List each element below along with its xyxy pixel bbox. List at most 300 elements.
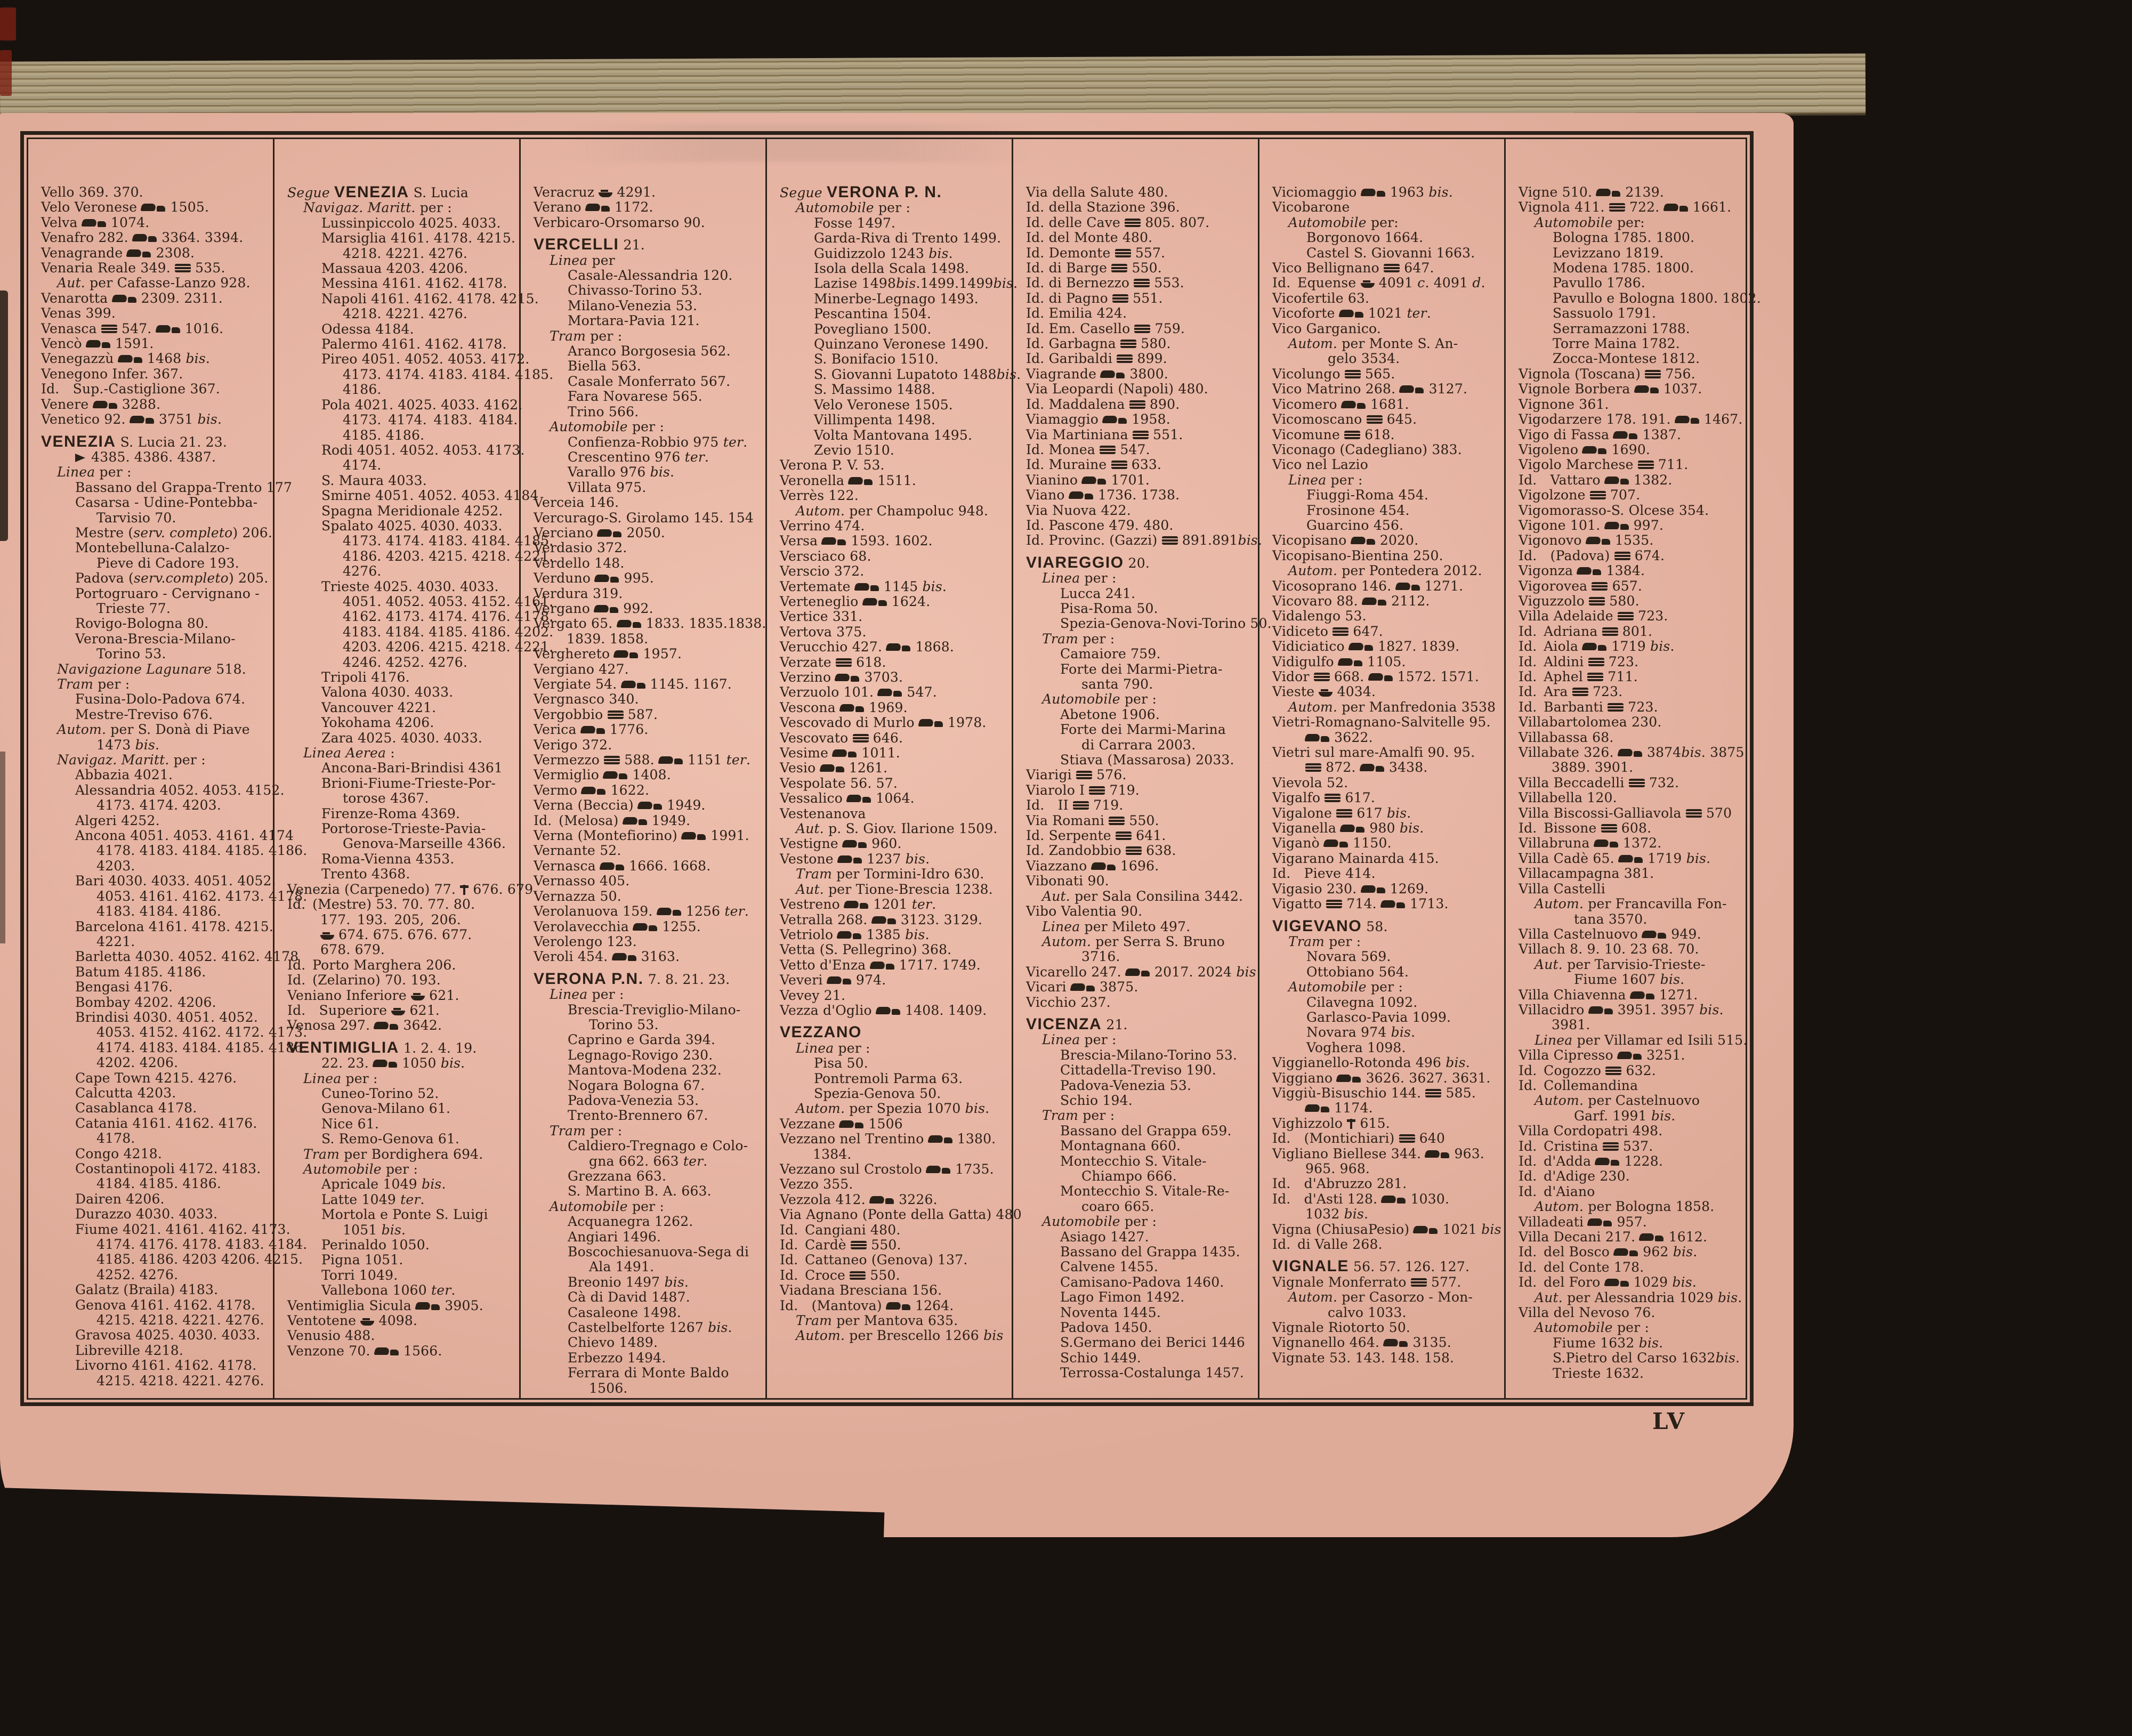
directory-line: 3981. — [1552, 1017, 1590, 1033]
directory-line: Segue VERONA P. N. — [780, 183, 942, 201]
directory-line: 4174. 4176. 4178. 4183. 4184. — [96, 1237, 308, 1253]
automobile-icon — [1642, 929, 1667, 940]
automobile-icon — [1618, 1050, 1642, 1061]
directory-line: Navigazione Lagunare 518. — [57, 661, 246, 677]
ship-icon — [320, 932, 334, 940]
directory-line: Vigolzone 707. — [1519, 487, 1641, 503]
directory-line: Bassano del Grappa 1435. — [1060, 1244, 1240, 1260]
directory-line: Tram per Tormini-Idro 630. — [796, 866, 984, 882]
directory-line: 4173. 4174. 4183. 4184. — [343, 412, 518, 428]
directory-line: Casale Monferrato 567. — [568, 373, 731, 389]
directory-line: Autom. per Manfredonia 3538 — [1288, 699, 1496, 715]
directory-line: 4183. 4184. 4186. — [96, 903, 222, 919]
automobile-icon — [1361, 884, 1386, 894]
directory-line: Via Romani 550. — [1026, 812, 1159, 828]
directory-line: Asiago 1427. — [1060, 1229, 1149, 1245]
directory-line: Gravosa 4025. 4030. 4033. — [75, 1327, 261, 1343]
railway-car-icon — [1589, 597, 1605, 605]
directory-line: Veniano Inferiore 621. — [287, 987, 459, 1003]
directory-line: Id. di Valle 268. — [1272, 1237, 1383, 1253]
directory-line: gna 662. 663 ter. — [589, 1153, 708, 1169]
railway-car-icon — [853, 734, 869, 742]
directory-line: Nogara Bologna 67. — [568, 1077, 705, 1093]
automobile-icon — [1586, 535, 1611, 546]
directory-line: Autom. per Casorzo - Mon- — [1288, 1289, 1473, 1305]
directory-line: Id. Cangiani 480. — [780, 1222, 901, 1238]
directory-line: Vidor 668. 1572. 1571. — [1272, 669, 1479, 684]
directory-line: Massaua 4203. 4206. — [321, 261, 468, 277]
directory-line: Cape Town 4215. 4276. — [75, 1070, 237, 1086]
directory-line: Montecchio S. Vitale- — [1060, 1153, 1207, 1169]
railway-car-icon — [1162, 536, 1178, 545]
automobile-icon — [1069, 490, 1094, 500]
directory-line: Id. Garbagna 580. — [1026, 336, 1171, 352]
directory-line: Verteneglio 1624. — [780, 593, 931, 609]
automobile-icon — [1595, 1156, 1620, 1167]
directory-line: Vico Matrino 268. 3127. — [1272, 381, 1468, 397]
railway-car-icon — [1314, 673, 1330, 681]
directory-line: Pieve di Cadore 193. — [96, 555, 239, 571]
directory-line: Vancouver 4221. — [321, 699, 437, 715]
directory-line: Brindisi 4030. 4051. 4052. — [75, 1009, 258, 1025]
directory-line: Verigo 372. — [534, 737, 612, 753]
railway-car-icon — [1614, 552, 1630, 560]
directory-column-5 — [1013, 139, 1272, 1398]
directory-line: Villa Cadè 65. 1719 bis. — [1519, 850, 1711, 866]
directory-line: VENEZIA S. Lucia 21. 23. — [41, 432, 228, 450]
directory-line: Villata 975. — [568, 479, 647, 495]
automobile-icon — [1382, 1194, 1406, 1205]
directory-line: Id. Porto Marghera 206. — [287, 957, 456, 973]
directory-line: Versciaco 68. — [780, 548, 871, 564]
automobile-icon — [118, 353, 143, 364]
directory-line: 3622. — [1272, 730, 1502, 745]
automobile-icon — [1630, 990, 1655, 1000]
directory-columns — [28, 139, 1761, 1398]
directory-line: Id. del Foro 1029 bis. — [1519, 1274, 1697, 1290]
directory-line: Verdasio 372. — [534, 540, 627, 556]
directory-line: Villa Adelaide 723. — [1519, 608, 1668, 624]
directory-line: Zevio 1510. — [814, 442, 895, 458]
directory-line: Vicosoprano 146. 1271. — [1272, 578, 1464, 594]
automobile-icon — [603, 770, 628, 780]
directory-line: Viconago (Cadegliano) 383. — [1272, 441, 1462, 457]
directory-line: Zara 4025. 4030. 4033. — [321, 730, 483, 746]
directory-line: Id. Pieve 414. — [1272, 866, 1376, 882]
railway-car-icon — [101, 325, 117, 333]
automobile-icon — [1351, 535, 1376, 546]
directory-line: Vico Garganico. — [1272, 320, 1382, 336]
directory-line: Mortola e Ponte S. Luigi — [321, 1207, 488, 1223]
ship-icon — [599, 189, 612, 197]
automobile-icon — [582, 785, 606, 796]
directory-line: Id. d'Aiano — [1519, 1183, 1595, 1199]
directory-line: Autom. per Bologna 1858. — [1535, 1199, 1715, 1215]
directory-line: Vestone 1237 bis. — [780, 851, 930, 867]
directory-line: Smirne 4051. 4052. 4053. 4184 — [321, 488, 539, 504]
directory-line: Vidiceto 647. — [1272, 623, 1383, 639]
directory-line: S. Martino B. A. 663. — [568, 1183, 712, 1199]
directory-line: 4221. — [96, 933, 135, 949]
automobile-icon — [1594, 838, 1619, 849]
directory-line: Roma-Vienna 4353. — [321, 851, 455, 867]
directory-line: Camaiore 759. — [1060, 646, 1161, 662]
directory-line: Villabate 326. 3874bis. 3875. — [1519, 745, 1749, 761]
directory-line: Fiuggi-Roma 454. — [1306, 487, 1429, 503]
directory-line: Venusio 488. — [287, 1328, 375, 1344]
directory-line: calvo 1033. — [1328, 1304, 1407, 1320]
automobile-icon — [612, 951, 637, 962]
automobile-icon — [657, 906, 682, 917]
directory-line: tana 3570. — [1574, 911, 1648, 927]
directory-line: Autom. per Pontedera 2012. — [1288, 563, 1482, 579]
directory-line: Rovigo-Bologna 80. — [75, 616, 209, 632]
directory-line: Viarigi 576. — [1026, 767, 1127, 783]
automobile-icon — [872, 915, 897, 925]
directory-column-3 — [521, 139, 767, 1398]
directory-line: Tripoli 4176. — [321, 669, 410, 685]
directory-line: Id. Aldini 723. — [1519, 653, 1639, 669]
directory-line: Lucca 241. — [1060, 585, 1136, 601]
directory-line: Trento 4368. — [321, 866, 410, 882]
directory-line: Venezia (Carpenedo) 77. 676. 679. — [287, 881, 538, 897]
directory-line: Navigaz. Maritt. per : — [57, 752, 206, 768]
directory-line: Id. Emilia 424. — [1026, 305, 1127, 321]
directory-line: Vernasso 405. — [534, 873, 630, 889]
directory-line: Id. (Melosa) 1949. — [534, 812, 691, 828]
directory-line: Garlasco-Pavia 1099. — [1306, 1009, 1451, 1025]
directory-line: Vertemate 1145 bis. — [780, 578, 947, 594]
directory-line: Id. Barbanti 723. — [1519, 699, 1658, 715]
automobile-icon — [682, 830, 706, 841]
automobile-icon — [839, 1119, 864, 1129]
directory-line: Bologna 1785. 1800. — [1553, 230, 1695, 246]
directory-line: Vigoleno 1690. — [1519, 441, 1651, 457]
directory-line: Tram per : — [57, 676, 130, 692]
directory-line: 4252. 4276. — [96, 1266, 179, 1282]
directory-line: Id. Cogozzo 632. — [1519, 1062, 1656, 1078]
directory-line: Verceia 146. — [534, 495, 619, 511]
automobile-icon — [840, 703, 865, 713]
directory-line: Verucchio 427. 1868. — [780, 639, 955, 655]
directory-line: Fiume 1632 bis. — [1553, 1335, 1663, 1351]
directory-line: Vescovato 646. — [780, 730, 903, 746]
directory-line: Marsiglia 4161. 4178. 4215. — [321, 230, 516, 246]
directory-line: Id. II 719. — [1026, 797, 1124, 813]
railway-car-icon — [1603, 1142, 1619, 1151]
railway-car-icon — [1645, 370, 1661, 378]
directory-line: Id. Cardè 550. — [780, 1237, 901, 1253]
directory-line: Automobile per: — [1288, 214, 1399, 230]
directory-line: Venarotta 2309. 2311. — [41, 290, 223, 306]
directory-line: Vicobarone — [1272, 199, 1350, 215]
directory-line: Viarolo I 719. — [1026, 782, 1140, 798]
locality-header: VEZZANO — [780, 1023, 862, 1041]
ship-icon — [391, 1007, 405, 1015]
automobile-icon — [1339, 308, 1364, 319]
directory-line: Chiampo 666. — [1081, 1168, 1177, 1184]
railway-car-icon — [1609, 203, 1625, 212]
directory-line: Montebelluna-Calalzo- — [75, 540, 230, 556]
directory-line: Forte dei Marmi-Marina — [1060, 722, 1226, 738]
directory-line: Varallo 976 bis. — [568, 464, 675, 480]
directory-line: Pontremoli Parma 63. — [814, 1070, 963, 1086]
directory-line: Vercurago-S. Girolamo 145. 154 — [534, 510, 754, 526]
directory-line: Velva 1074. — [41, 214, 150, 230]
directory-line: Vestenanova — [780, 805, 866, 821]
directory-line: Lussinpiccolo 4025. 4033. — [321, 215, 501, 231]
directory-line: Fara Novarese 565. — [568, 389, 702, 405]
directory-line: Venegono Infer. 367. — [41, 366, 183, 382]
directory-line: Tram per : — [1042, 1108, 1115, 1124]
locality-header: VERCELLI — [534, 236, 619, 254]
directory-line: Pescantina 1504. — [814, 306, 932, 322]
directory-line: Linea per : — [796, 1040, 870, 1056]
automobile-icon — [617, 618, 642, 629]
directory-line: Cuneo-Torino 52. — [321, 1085, 439, 1101]
directory-line: Castel S. Giovanni 1663. — [1306, 245, 1475, 261]
directory-line: Calvene 1455. — [1060, 1259, 1158, 1275]
directory-line: Tram per Mantova 635. — [796, 1313, 958, 1329]
directory-line: Spezia-Genova 50. — [814, 1085, 941, 1101]
directory-line: Abetone 1906. — [1060, 706, 1160, 722]
directory-line: Aut. per Cafasse-Lanzo 928. — [57, 275, 251, 291]
directory-line: Frosinone 454. — [1306, 502, 1410, 518]
directory-line: Vetralla 268. 3123. 3129. — [780, 911, 983, 927]
directory-line: Vicomoscano 645. — [1272, 411, 1417, 427]
railway-car-icon — [1125, 219, 1141, 227]
directory-line: Brescia-Milano-Torino 53. — [1060, 1047, 1238, 1063]
directory-line: Tram per : — [1042, 631, 1115, 647]
directory-line: 674. 675. 676. 677. — [287, 927, 517, 942]
directory-line: VIGNALE 56. 57. 126. 127. — [1272, 1257, 1470, 1275]
directory-line: Linea per : — [550, 987, 624, 1003]
directory-line: Verzate 618. — [780, 654, 886, 670]
directory-line: Id. Vattaro 1382. — [1519, 472, 1673, 488]
directory-line: Venzone 70. 1566. — [287, 1343, 442, 1359]
railway-car-icon — [1336, 809, 1352, 818]
directory-line: Id. di Bernezzo 553. — [1026, 275, 1184, 291]
directory-line: Villa Cordopatri 498. — [1519, 1123, 1663, 1139]
railway-car-icon — [1411, 1278, 1427, 1287]
directory-line: Villacampagna 381. — [1519, 866, 1654, 882]
directory-line: Navigaz. Maritt. per : — [303, 200, 452, 216]
directory-line: Brescia-Treviglio-Milano- — [568, 1002, 741, 1018]
directory-line: Villadeati 957. — [1519, 1214, 1648, 1230]
directory-line: Id. Adriana 801. — [1519, 623, 1653, 639]
directory-line: Vezzano nel Trentino 1380. — [780, 1131, 996, 1147]
directory-line: Villabella 120. — [1519, 790, 1617, 806]
railway-car-icon — [1305, 763, 1321, 772]
automobile-icon — [926, 1164, 951, 1175]
railway-car-icon — [1111, 264, 1127, 272]
automobile-icon — [373, 1058, 398, 1069]
directory-line: Povegliano 1500. — [814, 321, 932, 337]
directory-line: 4053. 4161. 4162. 4173. 4178. — [96, 888, 308, 904]
automobile-icon — [1101, 369, 1125, 380]
directory-line: Vievola 52. — [1272, 774, 1348, 790]
automobile-icon — [1338, 657, 1363, 667]
directory-line: S. Remo-Genova 61. — [321, 1131, 460, 1147]
directory-line: Verolavecchia 1255. — [534, 918, 701, 934]
directory-line: Verona-Brescia-Milano- — [75, 631, 236, 647]
automobile-icon — [141, 202, 166, 213]
directory-line: Venere 3288. — [41, 396, 161, 412]
directory-line: Mestre (serv. completo) 206. — [75, 524, 272, 540]
semaphore-icon — [1347, 1119, 1355, 1129]
automobile-icon — [1614, 1247, 1638, 1257]
directory-line: Ventimiglia Sicula 3905. — [287, 1297, 483, 1313]
directory-line: Napoli 4161. 4162. 4178. 4215. — [321, 290, 539, 306]
directory-line: Vignola 411. 722. 1661. — [1519, 199, 1732, 215]
directory-column-2 — [274, 139, 554, 1398]
directory-line: Casarsa - Udine-Pontebba- — [75, 495, 258, 511]
directory-line: Calcutta 4203. — [75, 1085, 176, 1101]
directory-line: Grezzana 663. — [568, 1168, 667, 1184]
directory-line: Genova 4161. 4162. 4178. — [75, 1297, 256, 1313]
directory-line: Versa 1593. 1602. — [780, 533, 933, 549]
directory-line: Montecchio S. Vitale-Re- — [1060, 1183, 1230, 1199]
directory-line: Id. Pascone 479. 480. — [1026, 517, 1174, 533]
directory-line: 965. 968. — [1305, 1161, 1370, 1176]
automobile-icon — [638, 800, 663, 811]
railway-car-icon — [1326, 900, 1342, 908]
directory-line: 177. 193. 205, 206. — [320, 911, 461, 927]
directory-line: Angiari 1496. — [568, 1229, 661, 1245]
automobile-icon — [1582, 445, 1607, 455]
directory-line: Mortara-Pavia 121. — [568, 313, 700, 329]
directory-line: Portorose-Trieste-Pavia- — [321, 821, 486, 837]
directory-line: Id. Maddalena 890. — [1026, 396, 1180, 412]
directory-line: 1032 bis. — [1305, 1206, 1369, 1222]
directory-line: Id. delle Cave 805. 807. — [1026, 214, 1210, 230]
directory-line: Id. del Conte 178. — [1519, 1259, 1644, 1275]
directory-line: coaro 665. — [1081, 1198, 1154, 1214]
directory-line: Algeri 4252. — [75, 812, 160, 828]
directory-line: Vesime 1011. — [780, 745, 900, 761]
directory-line: Verciano 2050. — [534, 524, 666, 540]
directory-line: Garf. 1991 bis. — [1574, 1108, 1676, 1124]
directory-line: Id. Serpente 641. — [1026, 828, 1166, 844]
directory-line: Barcelona 4161. 4178. 4215. — [75, 918, 274, 934]
directory-line: Stiava (Massarosa) 2033. — [1060, 752, 1234, 768]
directory-line: Vicopisano-Bientina 250. — [1272, 547, 1443, 563]
directory-line: S. Bonifacio 1510. — [814, 351, 939, 367]
directory-line: Vetto d'Enza 1717. 1749. — [780, 957, 981, 973]
directory-line: Villa del Nevoso 76. — [1519, 1305, 1655, 1321]
directory-line: Id. Croce 550. — [780, 1267, 900, 1283]
directory-line: Vertova 375. — [780, 624, 867, 640]
automobile-icon — [1324, 838, 1348, 849]
directory-line: Id. del Monte 480. — [1026, 230, 1153, 246]
automobile-icon — [614, 649, 639, 659]
directory-line: 3889. 3901. — [1552, 760, 1634, 776]
directory-line: Verghereto 1957. — [534, 646, 682, 662]
directory-line: Vigalone 617 bis. — [1272, 805, 1411, 821]
automobile-icon — [1381, 899, 1406, 909]
directory-line: Padova-Venezia 53. — [1060, 1077, 1192, 1093]
directory-line: Vescona 1969. — [780, 699, 908, 715]
directory-line: Linea per : — [1042, 570, 1117, 586]
directory-line: 4385. 4386. 4387. — [41, 450, 271, 465]
automobile-icon — [112, 293, 137, 304]
directory-line: Odessa 4184. — [321, 321, 414, 337]
railway-car-icon — [1608, 703, 1624, 712]
directory-line: Veronella 1511. — [780, 472, 917, 488]
directory-line: Galatz (Braila) 4183. — [75, 1282, 219, 1298]
directory-line: Veveri 974. — [780, 972, 886, 988]
directory-line: Vigasio 230. 1269. — [1272, 881, 1429, 897]
directory-line: Bombay 4202. 4206. — [75, 994, 216, 1010]
directory-line: Via Agnano (Ponte della Gatta) 480 — [780, 1207, 1022, 1223]
automobile-icon — [833, 748, 857, 758]
directory-line: Vigodarzere 178. 191. 1467. — [1519, 411, 1743, 427]
directory-line: Latte 1049 ter. — [321, 1191, 425, 1207]
directory-line: Modena 1785. 1800. — [1553, 260, 1694, 276]
railway-car-icon — [850, 1271, 866, 1280]
directory-line: Id. Demonte 557. — [1026, 245, 1166, 261]
directory-line: Forte dei Marmi-Pietra- — [1060, 661, 1223, 677]
railway-car-icon — [1133, 431, 1149, 439]
automobile-icon — [928, 1134, 953, 1144]
automobile-icon — [93, 399, 118, 410]
locality-header: VIGNALE — [1272, 1257, 1349, 1275]
directory-line: Via Martiniana 551. — [1026, 426, 1183, 442]
directory-line: VIAREGGIO 20. — [1026, 553, 1150, 571]
directory-line: Vestreno 1201 ter. — [780, 897, 936, 913]
automobile-icon — [416, 1301, 440, 1311]
directory-line: 4185. 4186. 4203 4206. 4215. — [96, 1251, 303, 1267]
railway-car-icon — [608, 710, 624, 719]
directory-line: Breonio 1497 bis. — [568, 1274, 689, 1290]
directory-line: Linea per : — [1042, 1032, 1117, 1048]
directory-line: Sassuolo 1791. — [1553, 305, 1657, 321]
railway-car-icon — [1367, 415, 1383, 424]
directory-line: 4178. — [96, 1131, 135, 1146]
ship-icon — [360, 1318, 374, 1326]
directory-line: 3716. — [1081, 949, 1120, 965]
directory-line: Villa Castelnuovo 949. — [1519, 926, 1701, 942]
automobile-icon — [843, 838, 867, 849]
directory-line: Id. di Barge 550. — [1026, 260, 1162, 276]
directory-line: Vespolate 56. 57. — [780, 775, 898, 791]
directory-line: Guarcino 456. — [1306, 517, 1404, 533]
directory-line: Lazise 1498bis.1499.1499bis. — [814, 276, 1018, 292]
directory-line: Bassano del Grappa 659. — [1060, 1123, 1232, 1139]
automobile-icon — [855, 582, 879, 592]
directory-line: Vignone 361. — [1519, 396, 1609, 412]
directory-line: Aranco Borgosesia 562. — [568, 343, 731, 359]
railway-car-icon — [1117, 354, 1133, 363]
directory-line: Viciomaggio 1963 bis. — [1272, 184, 1453, 200]
railway-car-icon — [1605, 1067, 1621, 1075]
directory-line: 4202. 4206. — [96, 1055, 179, 1071]
directory-line: 4173. 4174. 4183. 4184. 4185. — [343, 366, 554, 382]
directory-line: Verduno 995. — [534, 570, 654, 586]
directory-line: Vibonati 90. — [1026, 873, 1109, 889]
directory-line: Autom. per Monte S. An- — [1288, 336, 1458, 352]
railway-car-icon — [1592, 582, 1608, 591]
directory-line: Verdura 319. — [534, 585, 623, 601]
railway-car-icon — [1111, 461, 1127, 469]
directory-line: Id. Cristina 537. — [1519, 1138, 1653, 1154]
automobile-icon — [82, 217, 107, 228]
directory-line: Autom. per S. Donà di Piave — [57, 722, 250, 738]
directory-line: Vicomune 618. — [1272, 426, 1395, 442]
directory-line: Caprino e Garda 394. — [568, 1032, 716, 1048]
locality-header: VICENZA — [1026, 1015, 1102, 1033]
directory-line: 872. 3438. — [1272, 760, 1502, 775]
